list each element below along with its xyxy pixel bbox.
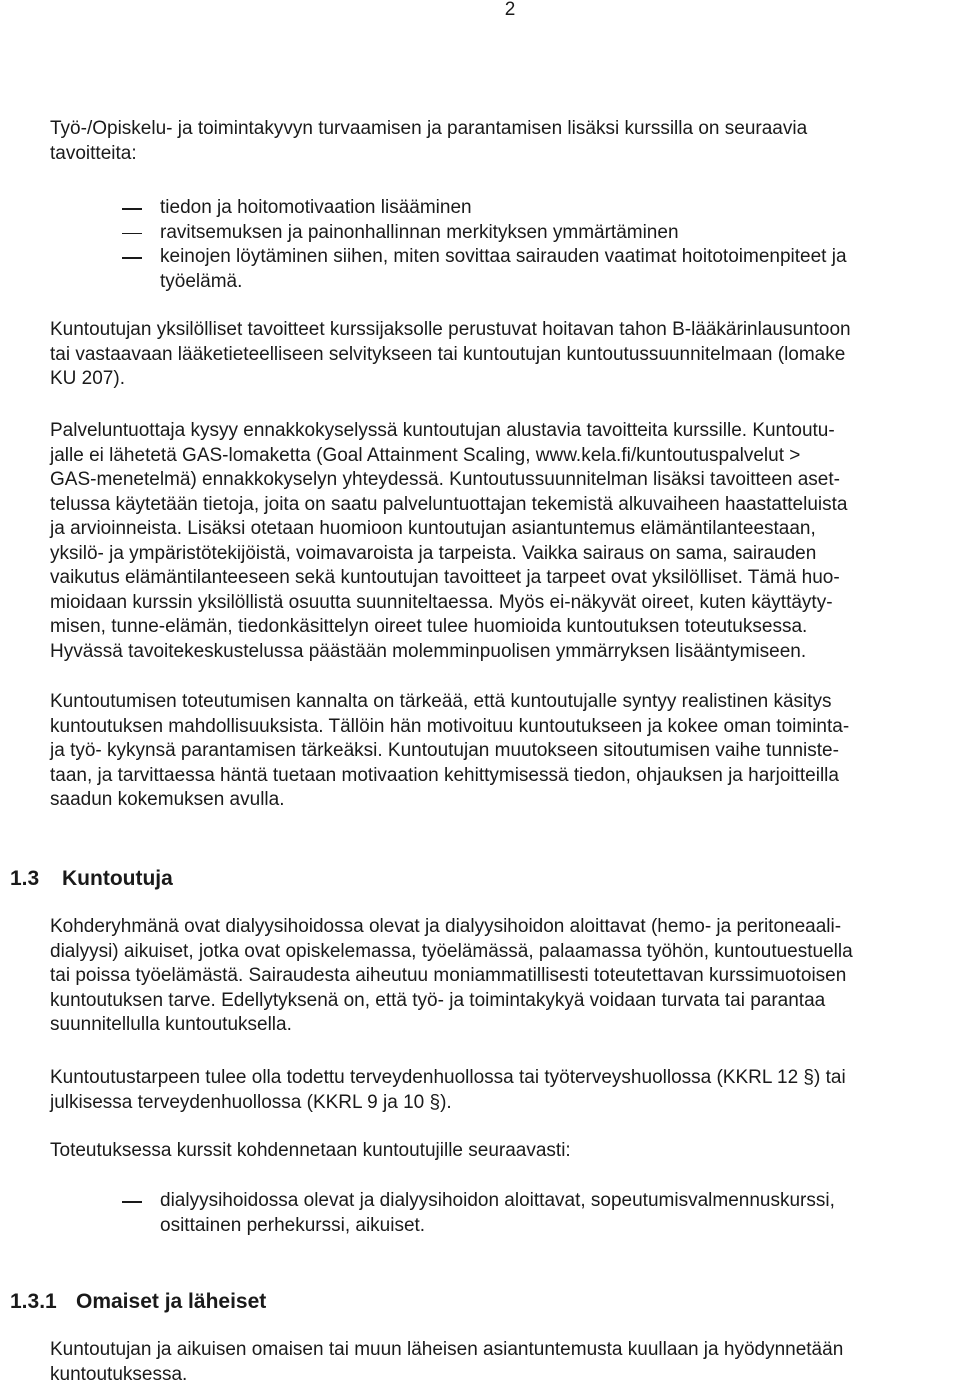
dash-bullet-icon (122, 208, 142, 210)
text-line: dialyysi) aikuiset, jotka ovat opiskelemassa, työelämässä, palaamassa työhön, kuntoutuestuella (50, 940, 955, 965)
intro-line: tavoitteita: (50, 142, 955, 167)
goal-text: keinojen löytäminen siihen, miten sovittaa sairauden vaatimat hoitotoimenpiteet ja (160, 246, 847, 267)
section-number: 1.3.1 (10, 1289, 76, 1315)
allocation-paragraph (50, 1139, 955, 1164)
text-line: telussa käytetään tietoja, joita on saatu palveluntuottajan tekemistä alkuvaiheen haastatteluista (50, 493, 955, 518)
section-heading-1-3 (10, 866, 173, 892)
individual-goals-paragraph (50, 318, 955, 392)
goals-list (122, 196, 952, 294)
text-line: Toteutuksessa kurssit kohdennetaan kuntoutujille seuraavasti: (50, 1139, 955, 1164)
text-line: vaikutus elämäntilanteeseen sekä kuntoutujan tavoitteet ja tarpeet ovat yksilölliset. Tämä huo- (50, 566, 955, 591)
text-line: Kuntoutujan yksilölliset tavoitteet kurssijaksolle perustuvat hoitavan tahon B-lääkärinlausuntoon (50, 318, 955, 343)
text-line: Kohderyhmänä ovat dialyysihoidossa olevat ja dialyysihoidon aloittavat (hemo- ja peritoneaali- (50, 915, 955, 940)
text-line: misen, tunne-elämän, tiedonkäsittelyn oireet tulee huomioida kuntoutuksen toteutuksessa. (50, 615, 955, 640)
intro-line: Työ-/Opiskelu- ja toimintakyvyn turvaamisen ja parantamisen lisäksi kurssilla on seuraavia (50, 117, 955, 142)
text-line: saadun kokemuksen avulla. (50, 788, 955, 813)
text-line: Palveluntuottaja kysyy ennakkokyselyssä kuntoutujan alustavia tavoitteita kurssille. Kuntoutu- (50, 419, 955, 444)
text-line: tai poissa työelämästä. Sairaudesta aiheutuu moniammatillisesti toteutettavan kurssimuotoisen (50, 964, 955, 989)
text-line: kuntoutuksen tarve. Edellytyksenä on, että työ- ja toimintakykyä voidaan turvata tai parantaa (50, 989, 955, 1014)
text-line: GAS-menetelmä) ennakkokyselyn yhteydessä. Kuntoutussuunnitelman lisäksi tavoitteen aset- (50, 468, 955, 493)
list-item (122, 1189, 952, 1214)
goal-text: työelämä. (160, 271, 242, 292)
allocation-text: dialyysihoidossa olevat ja dialyysihoidon aloittavat, sopeutumisvalmennuskurssi, (160, 1190, 835, 1211)
text-line: KU 207). (50, 367, 955, 392)
text-line: ja työ- kykynsä parantamisen tärkeäksi. Kuntoutujan muutokseen sitoutumisen vaihe tunniste- (50, 739, 955, 764)
list-item (122, 221, 952, 246)
text-line: ja arvioinneista. Lisäksi otetaan huomioon kuntoutujan asiantuntemus elämäntilanteestaan, (50, 517, 955, 542)
realization-paragraph (50, 690, 955, 813)
text-line: kuntoutuksessa. (50, 1363, 955, 1387)
intro-paragraph (50, 117, 955, 166)
text-line: Kuntoutustarpeen tulee olla todettu terveydenhuollossa tai työterveyshuollossa (KKRL 12 §) tai (50, 1066, 955, 1091)
allocation-text: osittainen perhekurssi, aikuiset. (160, 1215, 425, 1236)
text-line: taan, ja tarvittaessa häntä tuetaan motivaation kehittymisessä tiedon, ohjauksen ja harjoitteilla (50, 764, 955, 789)
section-title: Kuntoutuja (62, 867, 173, 890)
section-heading-1-3-1 (10, 1289, 266, 1315)
page-number: 2 (0, 0, 960, 22)
goal-text: ravitsemuksen ja painonhallinnan merkityksen ymmärtäminen (160, 222, 679, 243)
text-line: julkisessa terveydenhuollossa (KKRL 9 ja 10 §). (50, 1091, 955, 1116)
need-paragraph (50, 1066, 955, 1115)
text-line: Hyvässä tavoitekeskustelussa päästään molemminpuolisen ymmärryksen lisääntymiseen. (50, 640, 955, 665)
text-line: tai vastaavaan lääketieteelliseen selvitykseen tai kuntoutujan kuntoutussuunnitelmaan (lomake (50, 343, 955, 368)
provider-paragraph (50, 419, 955, 664)
section-number: 1.3 (10, 866, 62, 892)
text-line: mioidaan kurssin yksilöllistä osuutta suunniteltaessa. Myös ei-näkyvät oireet, kuten käyttäyty- (50, 591, 955, 616)
section-title: Omaiset ja läheiset (76, 1290, 266, 1313)
dash-bullet-icon (122, 1201, 142, 1203)
text-line: Kuntoutujan ja aikuisen omaisen tai muun läheisen asiantuntemusta kuullaan ja hyödynnetään (50, 1338, 955, 1363)
list-item (122, 245, 952, 270)
text-line: yksilö- ja ympäristötekijöistä, voimavaroista ja tarpeista. Vaikka sairaus on sama, sairauden (50, 542, 955, 567)
list-item-continuation (122, 1214, 952, 1239)
target-group-paragraph (50, 915, 955, 1038)
goal-text: tiedon ja hoitomotivaation lisääminen (160, 197, 472, 218)
list-item (122, 196, 952, 221)
relatives-paragraph (50, 1338, 955, 1387)
dash-bullet-icon (122, 257, 142, 259)
dash-bullet-icon (122, 233, 142, 235)
text-line: Kuntoutumisen toteutumisen kannalta on tärkeää, että kuntoutujalle syntyy realistinen käsitys (50, 690, 955, 715)
text-line: kuntoutuksen mahdollisuuksista. Tällöin hän motivoituu kuntoutukseen ja kokee oman toiminta- (50, 715, 955, 740)
text-line: suunnitellulla kuntoutuksella. (50, 1013, 955, 1038)
allocation-list (122, 1189, 952, 1238)
text-line: jalle ei lähetetä GAS-lomaketta (Goal Attainment Scaling, www.kela.fi/kuntoutuspalvelut > (50, 444, 955, 469)
list-item-continuation (122, 270, 952, 295)
